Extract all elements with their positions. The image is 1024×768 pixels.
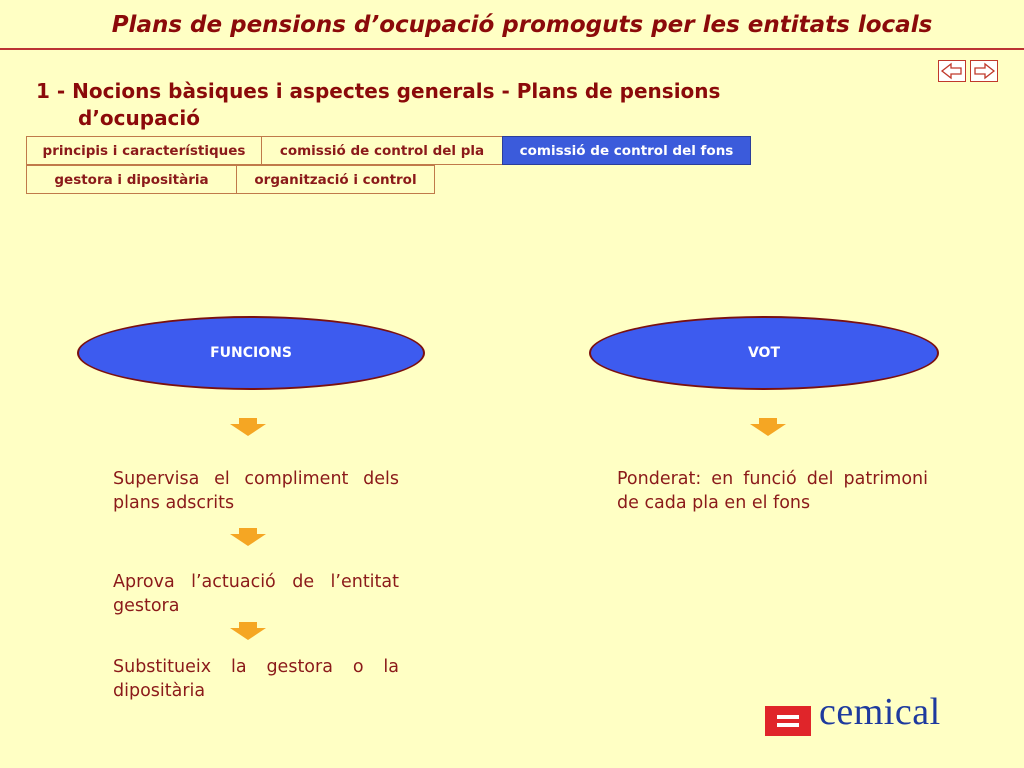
funcio-item-1: Supervisa el compliment dels plans adscrits [113, 469, 399, 513]
arrow-right-icon [971, 61, 997, 81]
funcions-ellipse [77, 316, 425, 390]
arrow-left-icon [939, 61, 965, 81]
tab-organitzacio[interactable] [236, 165, 435, 194]
tab-principis[interactable] [26, 136, 262, 165]
subtitle-text: 1 - Nocions bàsiques i aspectes generals - Plans de pensions d’ocupació [36, 79, 721, 130]
tab-comissio-fons[interactable] [502, 136, 751, 165]
tab-label: comissió de control del pla [279, 142, 485, 159]
back-button[interactable] [938, 60, 966, 82]
arrow-down-icon [750, 418, 786, 436]
title-divider [0, 48, 1024, 50]
tab-label: comissió de control del fons [519, 142, 734, 159]
arrow-down-icon [230, 418, 266, 436]
tab-gestora[interactable] [26, 165, 237, 194]
tab-label: gestora i dipositària [54, 171, 209, 188]
funcions-heading: FUNCIONS [210, 345, 292, 361]
arrow-down-icon [230, 528, 266, 546]
vot-item-1: Ponderat: en funció del patrimoni de cada pla en el fons [617, 469, 928, 513]
vot-heading: VOT [747, 345, 781, 361]
tab-label: organització i control [254, 171, 417, 188]
tab-comissio-pla[interactable] [261, 136, 503, 165]
funcio-item-2: Aprova l’actuació de l’entitat gestora [113, 572, 399, 616]
tab-label: principis i característiques [42, 142, 246, 159]
section-subtitle [36, 78, 836, 132]
forward-button[interactable] [970, 60, 998, 82]
funcio-item-3: Substitueix la gestora o la dipositària [113, 657, 399, 701]
page-title: Plans de pensions d’ocupació promoguts per les entitats locals [111, 12, 933, 38]
cemical-logo-mark [765, 706, 811, 736]
arrow-down-icon [230, 622, 266, 640]
vot-ellipse [589, 316, 939, 390]
cemical-logo-text: cemical [819, 691, 941, 733]
